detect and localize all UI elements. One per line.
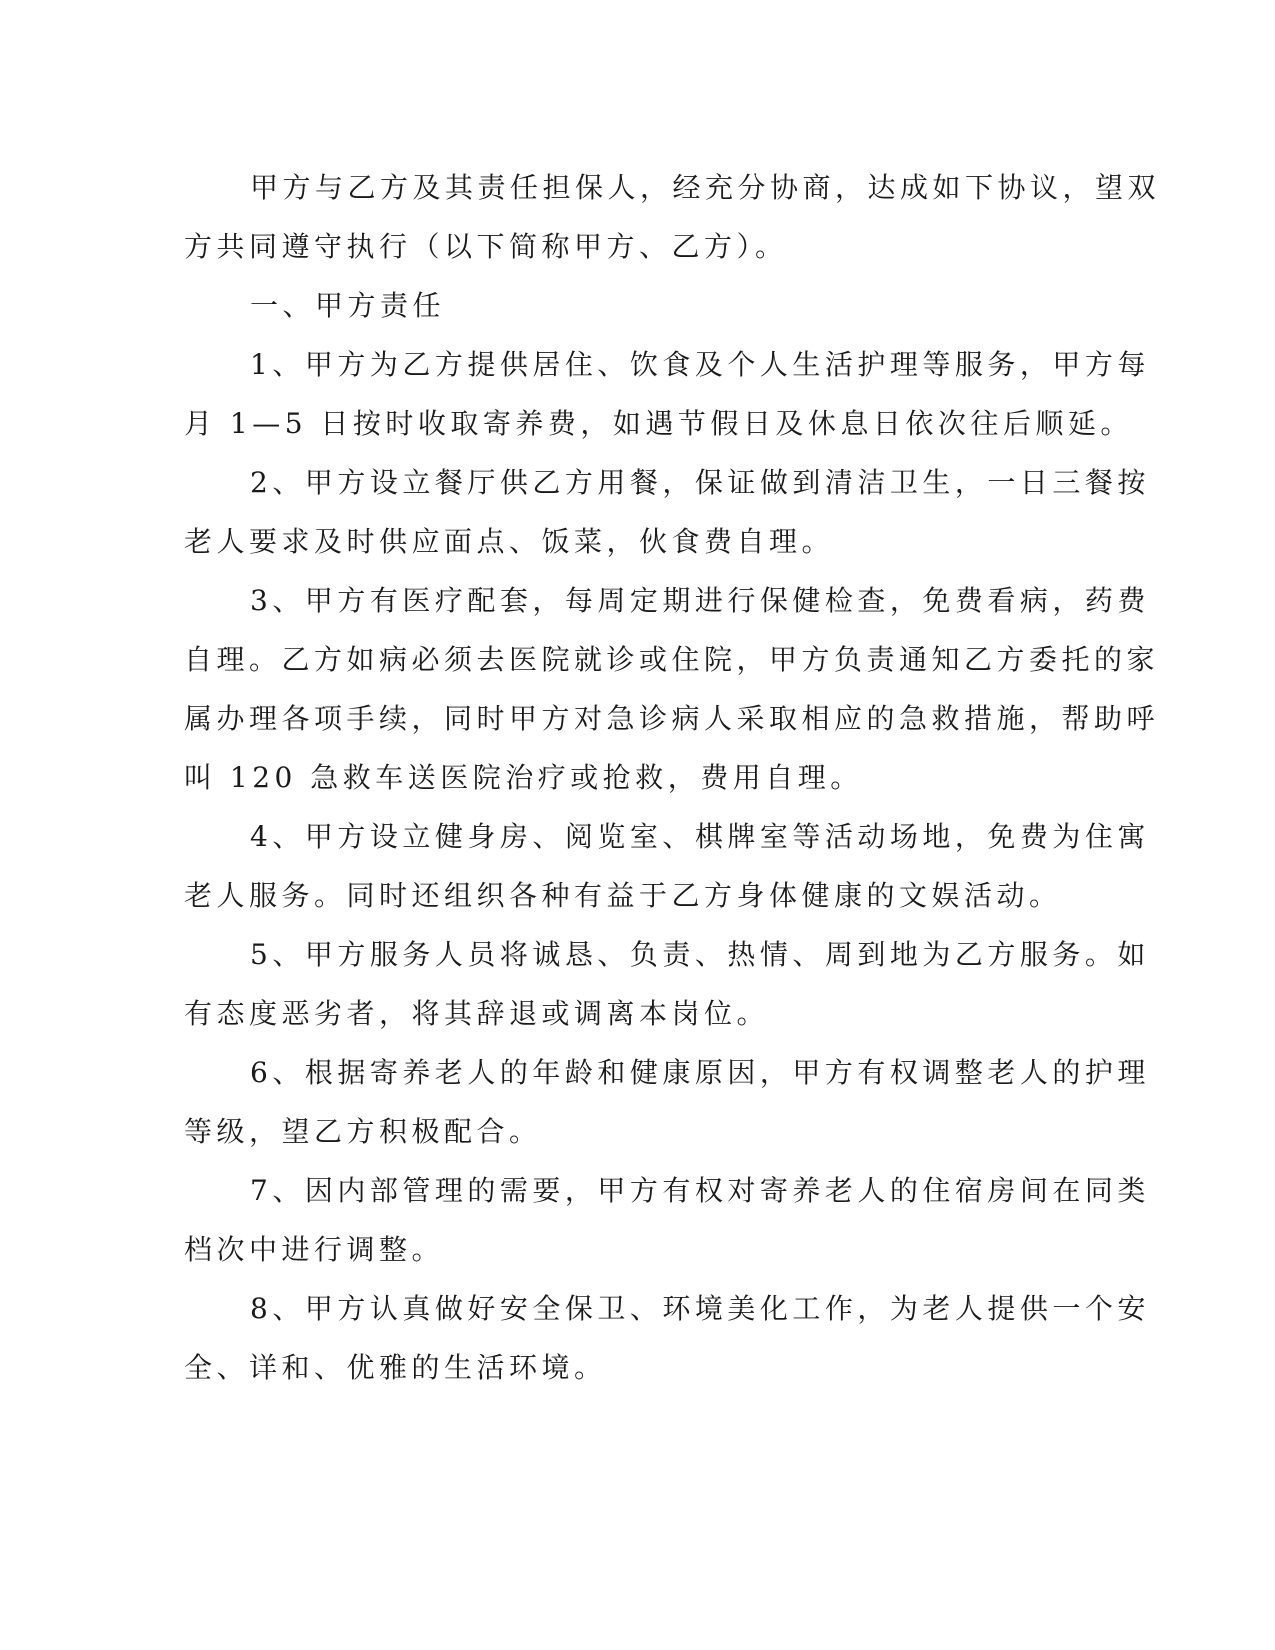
section-heading (184, 276, 1044, 335)
paragraph-intro (184, 158, 1161, 276)
clause-6 (184, 1043, 1150, 1161)
text-line: 老人服务。同时还组织各种有益于乙方身体健康的文娱活动。 (184, 879, 1062, 912)
text-line: 8、甲方认真做好安全保卫、环境美化工作，为老人提供一个安 (250, 1292, 1150, 1325)
text-line: 老人要求及时供应面点、饭菜，伙食费自理。 (184, 525, 835, 558)
clause-2 (184, 453, 1150, 571)
text-line: 4、甲方设立健身房、阅览室、棋牌室等活动场地，免费为住寓 (250, 820, 1150, 853)
text-line: 属办理各项手续，同时甲方对急诊病人采取相应的急救措施，帮助呼 (184, 702, 1160, 735)
clause-4 (184, 807, 1150, 925)
text-line: 1、甲方为乙方提供居住、饮食及个人生活护理等服务，甲方每 (250, 348, 1150, 381)
text-line: 一、甲方责任 (250, 289, 446, 322)
text-line: 5、甲方服务人员将诚恳、负责、热情、周到地为乙方服务。如 (250, 938, 1150, 971)
text-line: 6、根据寄养老人的年龄和健康原因，甲方有权调整老人的护理 (250, 1056, 1150, 1089)
text-line: 方共同遵守执行（以下简称甲方、乙方）。 (184, 230, 788, 263)
text-line: 档次中进行调整。 (184, 1233, 445, 1266)
text-line: 等级，望乙方积极配合。 (184, 1115, 542, 1148)
text-line: 全、详和、优雅的生活环境。 (184, 1351, 607, 1384)
clause-5 (184, 925, 1150, 1043)
text-line: 7、因内部管理的需要，甲方有权对寄养老人的住宿房间在同类 (250, 1174, 1150, 1207)
text-line: 有态度恶劣者，将其辞退或调离本岗位。 (184, 997, 770, 1030)
text-line: 2、甲方设立餐厅供乙方用餐，保证做到清洁卫生，一日三餐按 (250, 466, 1150, 499)
text-line: 月 1—5 日按时收取寄养费，如遇节假日及休息日依次往后顺延。 (184, 407, 1133, 440)
text-line: 3、甲方有医疗配套，每周定期进行保健检查，免费看病，药费 (250, 584, 1150, 617)
clause-8 (184, 1279, 1150, 1397)
clause-7 (184, 1161, 1150, 1279)
text-line: 自理。乙方如病必须去医院就诊或住院，甲方负责通知乙方委托的家 (184, 643, 1160, 676)
clause-1 (184, 335, 1150, 453)
text-line: 甲方与乙方及其责任担保人，经充分协商，达成如下协议，望双 (250, 171, 1161, 204)
text-line: 叫 120 急救车送医院治疗或抢救，费用自理。 (184, 761, 863, 794)
document-body (184, 158, 1161, 1397)
clause-3 (184, 571, 1160, 807)
